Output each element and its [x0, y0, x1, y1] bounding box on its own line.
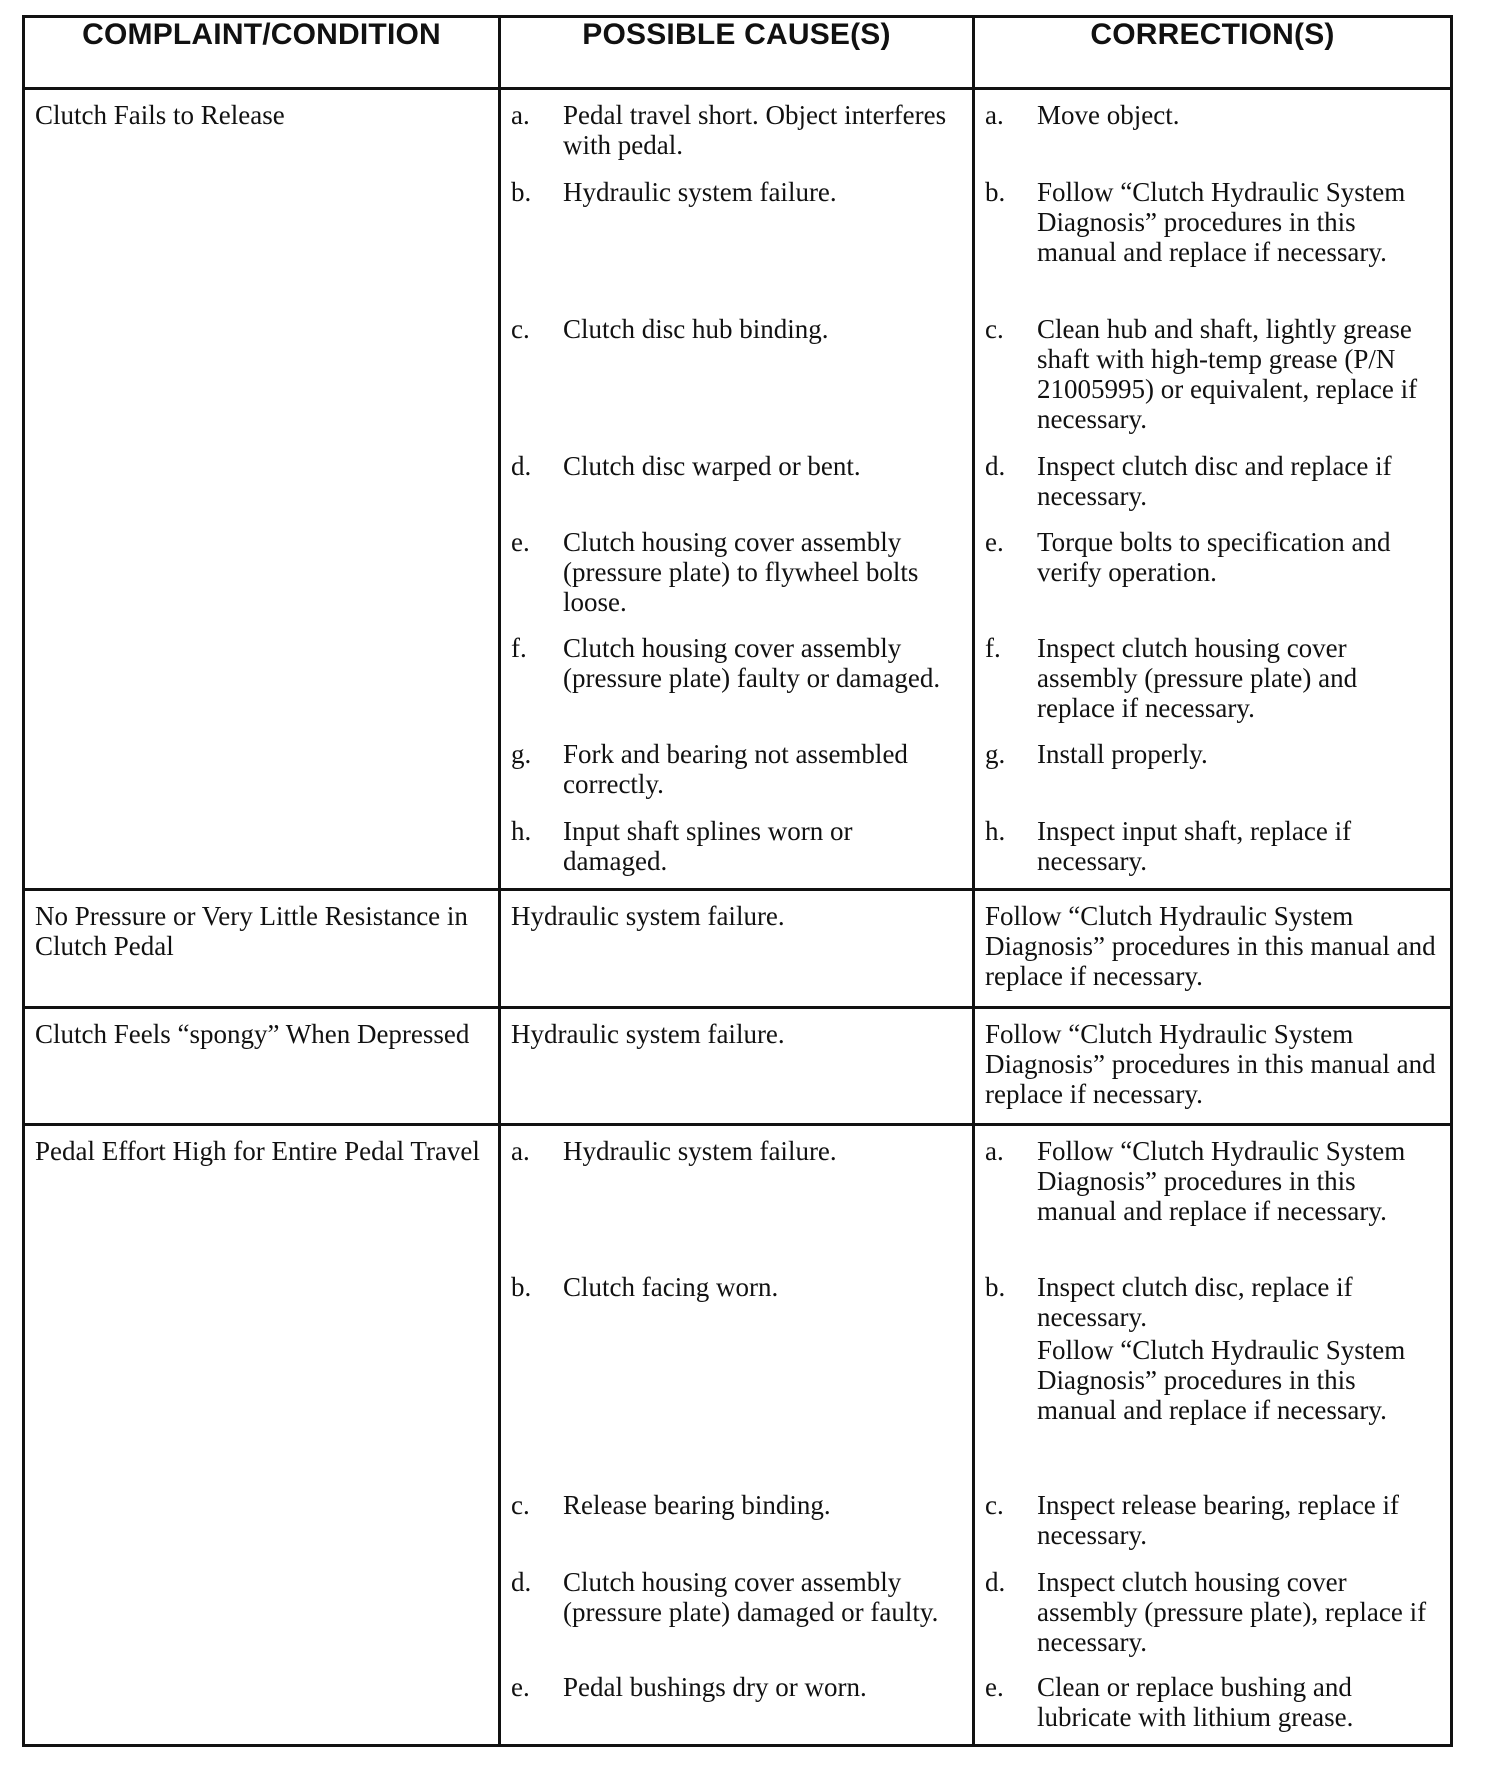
cause-item — [511, 633, 962, 739]
table-header — [24, 17, 1452, 89]
condition-cell — [24, 89, 500, 890]
cause-text: Clutch housing cover assembly (pressure plate) faulty or damaged. — [563, 633, 941, 693]
cause-item — [511, 739, 962, 816]
correction-text: Install properly. — [1037, 739, 1208, 769]
cause-item — [511, 314, 962, 451]
header-complaint: COMPLAINT/CONDITION — [24, 17, 500, 89]
correction-item — [985, 451, 1440, 527]
cause-letter: e. — [511, 1672, 530, 1702]
correction-text: Torque bolts to specification and verify operation. — [1037, 527, 1391, 587]
cause-text: Clutch housing cover assembly (pressure plate) to flywheel bolts loose. — [563, 527, 919, 617]
correction-letter: g. — [985, 739, 1006, 769]
condition-cell — [24, 1008, 500, 1125]
cause-text: Clutch disc hub binding. — [563, 314, 829, 344]
correction-letter: c. — [985, 314, 1004, 344]
correction-text: Follow “Clutch Hydraulic System Diagnosis” procedures in this manual and replace if necessary. — [1037, 1136, 1406, 1226]
table-body — [24, 89, 1452, 1746]
cause-text: Hydraulic system failure. — [563, 177, 837, 207]
cause-cell — [500, 1125, 974, 1746]
cause-letter: c. — [511, 1490, 530, 1520]
cause-item — [511, 1136, 962, 1272]
diagnosis-table-sheet — [22, 15, 1450, 1747]
correction-extra-text: Follow “Clutch Hydraulic System Diagnosis” procedures in this manual and replace if necessary. — [1037, 1335, 1406, 1425]
cause-text: Release bearing binding. — [563, 1490, 831, 1520]
correction-text: Follow “Clutch Hydraulic System Diagnosis” procedures in this manual and replace if necessary. — [985, 901, 1436, 991]
table-row — [24, 1125, 1452, 1746]
cause-item — [511, 177, 962, 314]
correction-cell — [974, 1125, 1452, 1746]
correction-item — [985, 1136, 1440, 1272]
condition-text: Pedal Effort High for Entire Pedal Travel — [35, 1136, 480, 1166]
cause-letter: a. — [511, 100, 530, 130]
correction-text: Inspect release bearing, replace if necessary. — [1037, 1490, 1400, 1550]
cause-letter: d. — [511, 451, 532, 481]
condition-text: Clutch Fails to Release — [35, 100, 285, 130]
correction-text: Inspect clutch disc, replace if necessary. — [1037, 1272, 1353, 1332]
cause-item — [511, 1272, 962, 1490]
correction-letter: a. — [985, 100, 1004, 130]
table-row — [24, 89, 1452, 890]
correction-letter: e. — [985, 527, 1004, 557]
correction-item — [985, 1272, 1440, 1490]
cause-item — [511, 451, 962, 527]
diagnosis-table — [22, 15, 1453, 1747]
correction-item — [985, 177, 1440, 314]
cause-letter: f. — [511, 633, 527, 663]
cause-item — [511, 816, 962, 876]
cause-letter: e. — [511, 527, 530, 557]
header-row — [24, 17, 1452, 89]
cause-item — [511, 1490, 962, 1567]
cause-cell — [500, 890, 974, 1008]
correction-text: Follow “Clutch Hydraulic System Diagnosis” procedures in this manual and replace if necessary. — [1037, 177, 1406, 267]
correction-item — [985, 314, 1440, 451]
cause-letter: b. — [511, 1272, 532, 1302]
correction-letter: c. — [985, 1490, 1004, 1520]
correction-letter: d. — [985, 451, 1006, 481]
correction-text: Inspect clutch housing cover assembly (pressure plate), replace if necessary. — [1037, 1567, 1427, 1657]
correction-item — [985, 1490, 1440, 1567]
cause-item — [511, 100, 962, 177]
condition-cell — [24, 1125, 500, 1746]
cause-cell — [500, 1008, 974, 1125]
correction-cell — [974, 890, 1452, 1008]
correction-item — [985, 633, 1440, 739]
cause-text: Hydraulic system failure. — [511, 1019, 785, 1049]
correction-text: Move object. — [1037, 100, 1180, 130]
cause-text: Input shaft splines worn or damaged. — [563, 816, 853, 876]
correction-letter: f. — [985, 633, 1001, 663]
cause-text: Hydraulic system failure. — [511, 901, 785, 931]
cause-letter: g. — [511, 739, 532, 769]
correction-letter: a. — [985, 1136, 1004, 1166]
table-row — [24, 1008, 1452, 1125]
cause-item — [511, 1672, 962, 1732]
correction-text: Inspect input shaft, replace if necessary. — [1037, 816, 1352, 876]
cause-text: Clutch housing cover assembly (pressure plate) damaged or faulty. — [563, 1567, 939, 1627]
correction-item — [985, 816, 1440, 876]
correction-cell — [974, 1008, 1452, 1125]
cause-text: Hydraulic system failure. — [563, 1136, 837, 1166]
cause-text: Pedal travel short. Object interferes with pedal. — [563, 100, 947, 160]
condition-text: Clutch Feels “spongy” When Depressed — [35, 1019, 470, 1049]
cause-text: Clutch disc warped or bent. — [563, 451, 861, 481]
correction-item-main — [985, 1272, 1440, 1335]
cause-letter: b. — [511, 177, 532, 207]
header-correction: CORRECTION(S) — [974, 17, 1452, 89]
correction-cell — [974, 89, 1452, 890]
condition-text: No Pressure or Very Little Resistance in Clutch Pedal — [35, 901, 468, 961]
cause-cell — [500, 89, 974, 890]
correction-item — [985, 527, 1440, 633]
correction-text: Clean or replace bushing and lubricate with lithium grease. — [1037, 1672, 1354, 1732]
correction-letter: b. — [985, 177, 1006, 207]
header-cause: POSSIBLE CAUSE(S) — [500, 17, 974, 89]
condition-cell — [24, 890, 500, 1008]
cause-item — [511, 1567, 962, 1672]
correction-item — [985, 1672, 1440, 1732]
table-row — [24, 890, 1452, 1008]
cause-letter: d. — [511, 1567, 532, 1597]
correction-item — [985, 739, 1440, 816]
cause-letter: a. — [511, 1136, 530, 1166]
correction-item — [985, 1567, 1440, 1672]
correction-letter: e. — [985, 1672, 1004, 1702]
cause-text: Clutch facing worn. — [563, 1272, 779, 1302]
correction-text: Inspect clutch housing cover assembly (pressure plate) and replace if necessary. — [1037, 633, 1358, 723]
cause-text: Fork and bearing not assembled correctly. — [563, 739, 908, 799]
cause-letter: h. — [511, 816, 532, 846]
cause-item — [511, 527, 962, 633]
correction-item — [985, 100, 1440, 177]
cause-text: Pedal bushings dry or worn. — [563, 1672, 867, 1702]
correction-letter: b. — [985, 1272, 1006, 1302]
cause-letter: c. — [511, 314, 530, 344]
correction-letter: d. — [985, 1567, 1006, 1597]
correction-letter: h. — [985, 816, 1006, 846]
correction-text: Clean hub and shaft, lightly grease shaft with high-temp grease (P/N 21005995) or equivalent, replace if necessary. — [1037, 314, 1418, 434]
correction-text: Follow “Clutch Hydraulic System Diagnosis” procedures in this manual and replace if necessary. — [985, 1019, 1436, 1109]
correction-text: Inspect clutch disc and replace if necessary. — [1037, 451, 1392, 511]
